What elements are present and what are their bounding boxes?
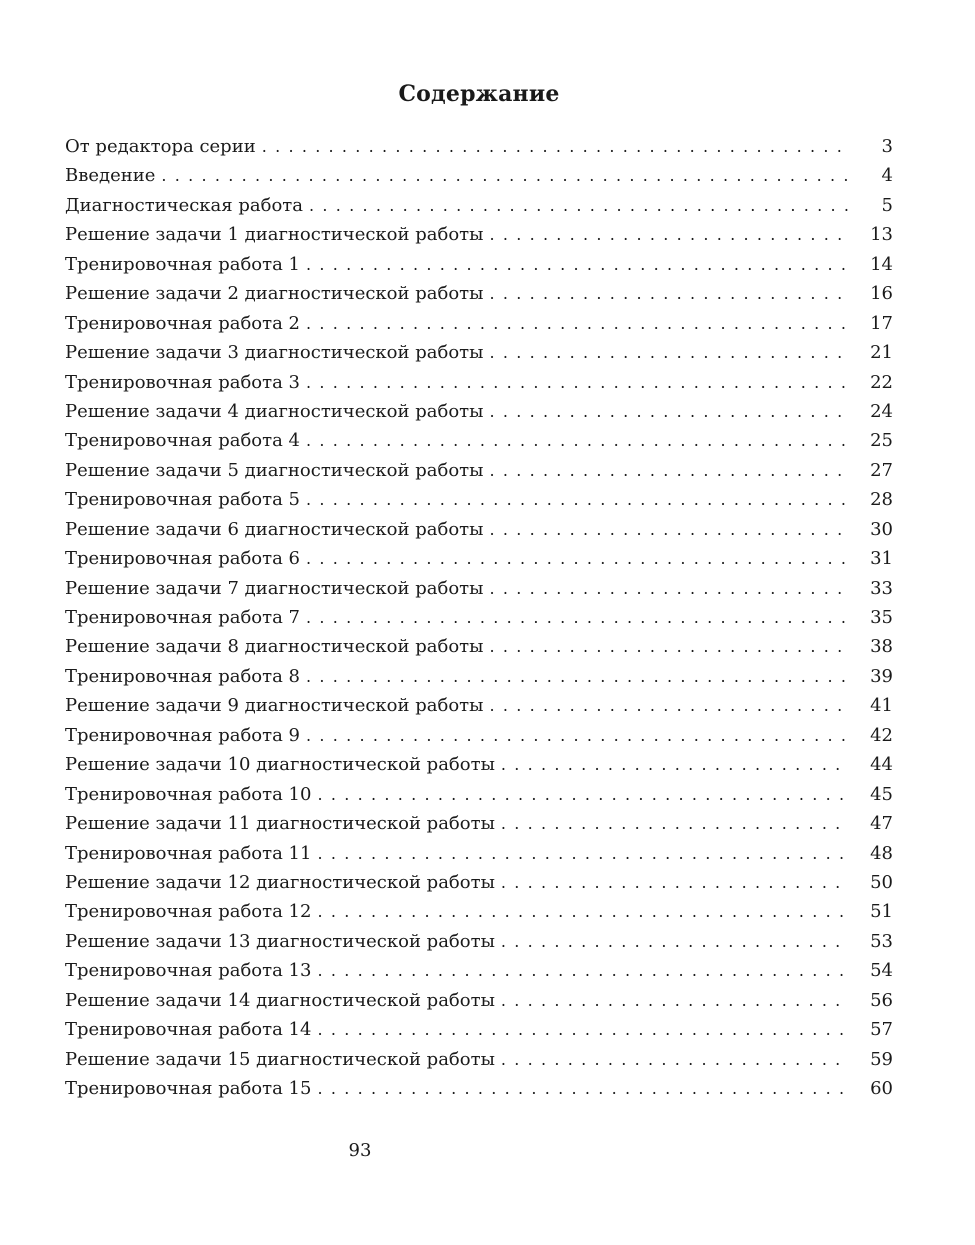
- toc-entry-title: Диагностическая работа: [65, 194, 303, 216]
- toc-entry-title: Решение задачи 3 диагностической работы: [65, 342, 484, 364]
- toc-dot-leader: [161, 161, 849, 190]
- toc-entry[interactable]: [65, 132, 893, 161]
- toc-dot-leader: [306, 309, 849, 338]
- toc-entry[interactable]: [65, 515, 893, 544]
- toc-entry-page-number: 45: [870, 783, 893, 805]
- toc-entry-page-number: 39: [870, 665, 893, 687]
- toc-entry[interactable]: [65, 956, 893, 985]
- toc-entry-page-number: 28: [870, 489, 893, 511]
- toc-dot-leader: [317, 956, 849, 985]
- toc-entry[interactable]: [65, 456, 893, 485]
- toc-entry[interactable]: [65, 1074, 893, 1103]
- table-of-contents: [65, 132, 893, 1103]
- toc-entry-title: Тренировочная работа 5: [65, 489, 301, 511]
- toc-entry-page-number: 31: [870, 548, 893, 570]
- toc-entry-title: Решение задачи 14 диагностической работы: [65, 989, 495, 1011]
- toc-entry[interactable]: [65, 839, 893, 868]
- toc-dot-leader: [317, 897, 849, 926]
- toc-entry-title: Решение задачи 13 диагностической работы: [65, 930, 495, 952]
- toc-entry[interactable]: [65, 191, 893, 220]
- toc-entry-title: Тренировочная работа 9: [65, 724, 301, 746]
- toc-entry-title: Решение задачи 9 диагностической работы: [65, 695, 484, 717]
- toc-entry-title: Тренировочная работа 3: [65, 371, 301, 393]
- toc-entry-page-number: 3: [881, 136, 893, 157]
- toc-dot-leader: [306, 368, 849, 397]
- toc-dot-leader: [306, 544, 849, 573]
- toc-entry-page-number: 50: [870, 871, 893, 893]
- toc-entry-page-number: 30: [870, 518, 893, 540]
- toc-entry-page-number: 48: [870, 842, 893, 864]
- toc-entry[interactable]: [65, 368, 893, 397]
- toc-dot-leader: [489, 456, 849, 485]
- toc-entry[interactable]: [65, 750, 893, 779]
- toc-entry-title: Тренировочная работа 6: [65, 548, 301, 570]
- toc-dot-leader: [501, 986, 849, 1015]
- toc-entry-title: Тренировочная работа 10: [65, 783, 312, 805]
- toc-entry-page-number: 54: [870, 960, 893, 982]
- toc-dot-leader: [489, 632, 849, 661]
- toc-entry-page-number: 25: [870, 430, 893, 452]
- toc-entry-page-number: 14: [870, 253, 893, 275]
- toc-entry-page-number: 41: [870, 695, 893, 717]
- toc-entry-title: Решение задачи 7 диагностической работы: [65, 577, 484, 599]
- toc-dot-leader: [306, 662, 849, 691]
- toc-dot-leader: [317, 839, 849, 868]
- toc-entry[interactable]: [65, 809, 893, 838]
- toc-dot-leader: [306, 721, 849, 750]
- toc-entry-page-number: 60: [870, 1078, 893, 1099]
- toc-entry[interactable]: [65, 250, 893, 279]
- toc-entry-page-number: 38: [870, 636, 893, 658]
- toc-entry-title: Решение задачи 15 диагностической работы: [65, 1048, 495, 1070]
- toc-entry-page-number: 53: [870, 930, 893, 952]
- toc-entry-title: Решение задачи 2 диагностической работы: [65, 283, 484, 305]
- toc-entry-title: Тренировочная работа 8: [65, 665, 301, 687]
- toc-entry[interactable]: [65, 691, 893, 720]
- toc-entry-title: Решение задачи 1 диагностической работы: [65, 224, 484, 246]
- toc-dot-leader: [317, 1074, 849, 1103]
- toc-entry-page-number: 35: [870, 607, 893, 628]
- toc-dot-leader: [489, 338, 849, 367]
- toc-entry-page-number: 27: [870, 459, 893, 481]
- toc-entry-title: Решение задачи 12 диагностической работы: [65, 871, 495, 893]
- toc-entry-page-number: 44: [870, 754, 893, 776]
- toc-dot-leader: [501, 868, 849, 897]
- toc-entry-title: Тренировочная работа 15: [65, 1078, 312, 1099]
- toc-entry-page-number: 5: [881, 194, 893, 216]
- toc-entry-page-number: 17: [870, 312, 893, 334]
- toc-dot-leader: [306, 485, 849, 514]
- toc-entry-title: Введение: [65, 165, 156, 187]
- toc-entry[interactable]: [65, 574, 893, 603]
- toc-entry-title: Тренировочная работа 1: [65, 253, 301, 275]
- toc-entry-title: Тренировочная работа 2: [65, 312, 301, 334]
- toc-entry[interactable]: [65, 897, 893, 926]
- toc-entry-title: Решение задачи 8 диагностической работы: [65, 636, 484, 658]
- toc-entry-page-number: 42: [870, 724, 893, 746]
- toc-entry[interactable]: [65, 426, 893, 455]
- toc-entry-page-number: 59: [870, 1048, 893, 1070]
- toc-entry-page-number: 57: [870, 1019, 893, 1041]
- toc-entry-title: Решение задачи 11 диагностической работы: [65, 813, 495, 835]
- toc-entry-page-number: 24: [870, 400, 893, 422]
- toc-entry[interactable]: [65, 868, 893, 897]
- toc-entry[interactable]: [65, 279, 893, 308]
- toc-entry-page-number: 33: [870, 577, 893, 599]
- toc-dot-leader: [501, 750, 849, 779]
- toc-dot-leader: [489, 397, 849, 426]
- toc-entry-title: Решение задачи 6 диагностической работы: [65, 518, 484, 540]
- toc-entry[interactable]: [65, 927, 893, 956]
- toc-dot-leader: [317, 1015, 849, 1044]
- toc-entry-title: От редактора серии: [65, 136, 256, 157]
- toc-dot-leader: [501, 1045, 849, 1074]
- page-title: Содержание: [398, 80, 560, 107]
- toc-dot-leader: [489, 279, 849, 308]
- toc-entry[interactable]: [65, 1015, 893, 1044]
- toc-dot-leader: [306, 426, 849, 455]
- toc-dot-leader: [489, 220, 849, 249]
- toc-entry-title: Решение задачи 5 диагностической работы: [65, 459, 484, 481]
- toc-entry[interactable]: [65, 544, 893, 573]
- toc-entry[interactable]: [65, 397, 893, 426]
- toc-entry[interactable]: [65, 632, 893, 661]
- toc-entry[interactable]: [65, 338, 893, 367]
- toc-entry[interactable]: [65, 1045, 893, 1074]
- toc-entry-title: Решение задачи 4 диагностической работы: [65, 400, 484, 422]
- toc-entry-title: Тренировочная работа 11: [65, 842, 312, 864]
- toc-entry[interactable]: [65, 309, 893, 338]
- toc-entry-title: Решение задачи 10 диагностической работы: [65, 754, 495, 776]
- toc-dot-leader: [317, 780, 849, 809]
- toc-dot-leader: [306, 603, 849, 632]
- toc-entry[interactable]: [65, 603, 893, 632]
- toc-dot-leader: [309, 191, 849, 220]
- toc-entry-page-number: 16: [870, 283, 893, 305]
- toc-entry-title: Тренировочная работа 4: [65, 430, 301, 452]
- toc-entry[interactable]: [65, 721, 893, 750]
- toc-entry-page-number: 4: [881, 165, 893, 187]
- toc-entry[interactable]: [65, 986, 893, 1015]
- toc-entry[interactable]: [65, 220, 893, 249]
- toc-entry-title: Тренировочная работа 14: [65, 1019, 312, 1041]
- toc-dot-leader: [489, 574, 849, 603]
- toc-entry-page-number: 13: [870, 224, 893, 246]
- toc-entry-title: Тренировочная работа 13: [65, 960, 312, 982]
- toc-entry-page-number: 56: [870, 989, 893, 1011]
- toc-entry[interactable]: [65, 662, 893, 691]
- toc-entry[interactable]: [65, 161, 893, 190]
- toc-entry-page-number: 21: [870, 342, 893, 364]
- toc-dot-leader: [306, 250, 849, 279]
- toc-dot-leader: [489, 691, 849, 720]
- page-number: 93: [348, 1140, 372, 1161]
- toc-entry-title: Тренировочная работа 7: [65, 607, 301, 628]
- toc-dot-leader: [489, 515, 849, 544]
- toc-entry[interactable]: [65, 780, 893, 809]
- toc-entry-page-number: 51: [870, 901, 893, 923]
- toc-dot-leader: [501, 927, 849, 956]
- toc-dot-leader: [262, 132, 849, 161]
- toc-dot-leader: [501, 809, 849, 838]
- toc-entry-page-number: 22: [870, 371, 893, 393]
- toc-entry[interactable]: [65, 485, 893, 514]
- toc-entry-page-number: 47: [870, 813, 893, 835]
- toc-entry-title: Тренировочная работа 12: [65, 901, 312, 923]
